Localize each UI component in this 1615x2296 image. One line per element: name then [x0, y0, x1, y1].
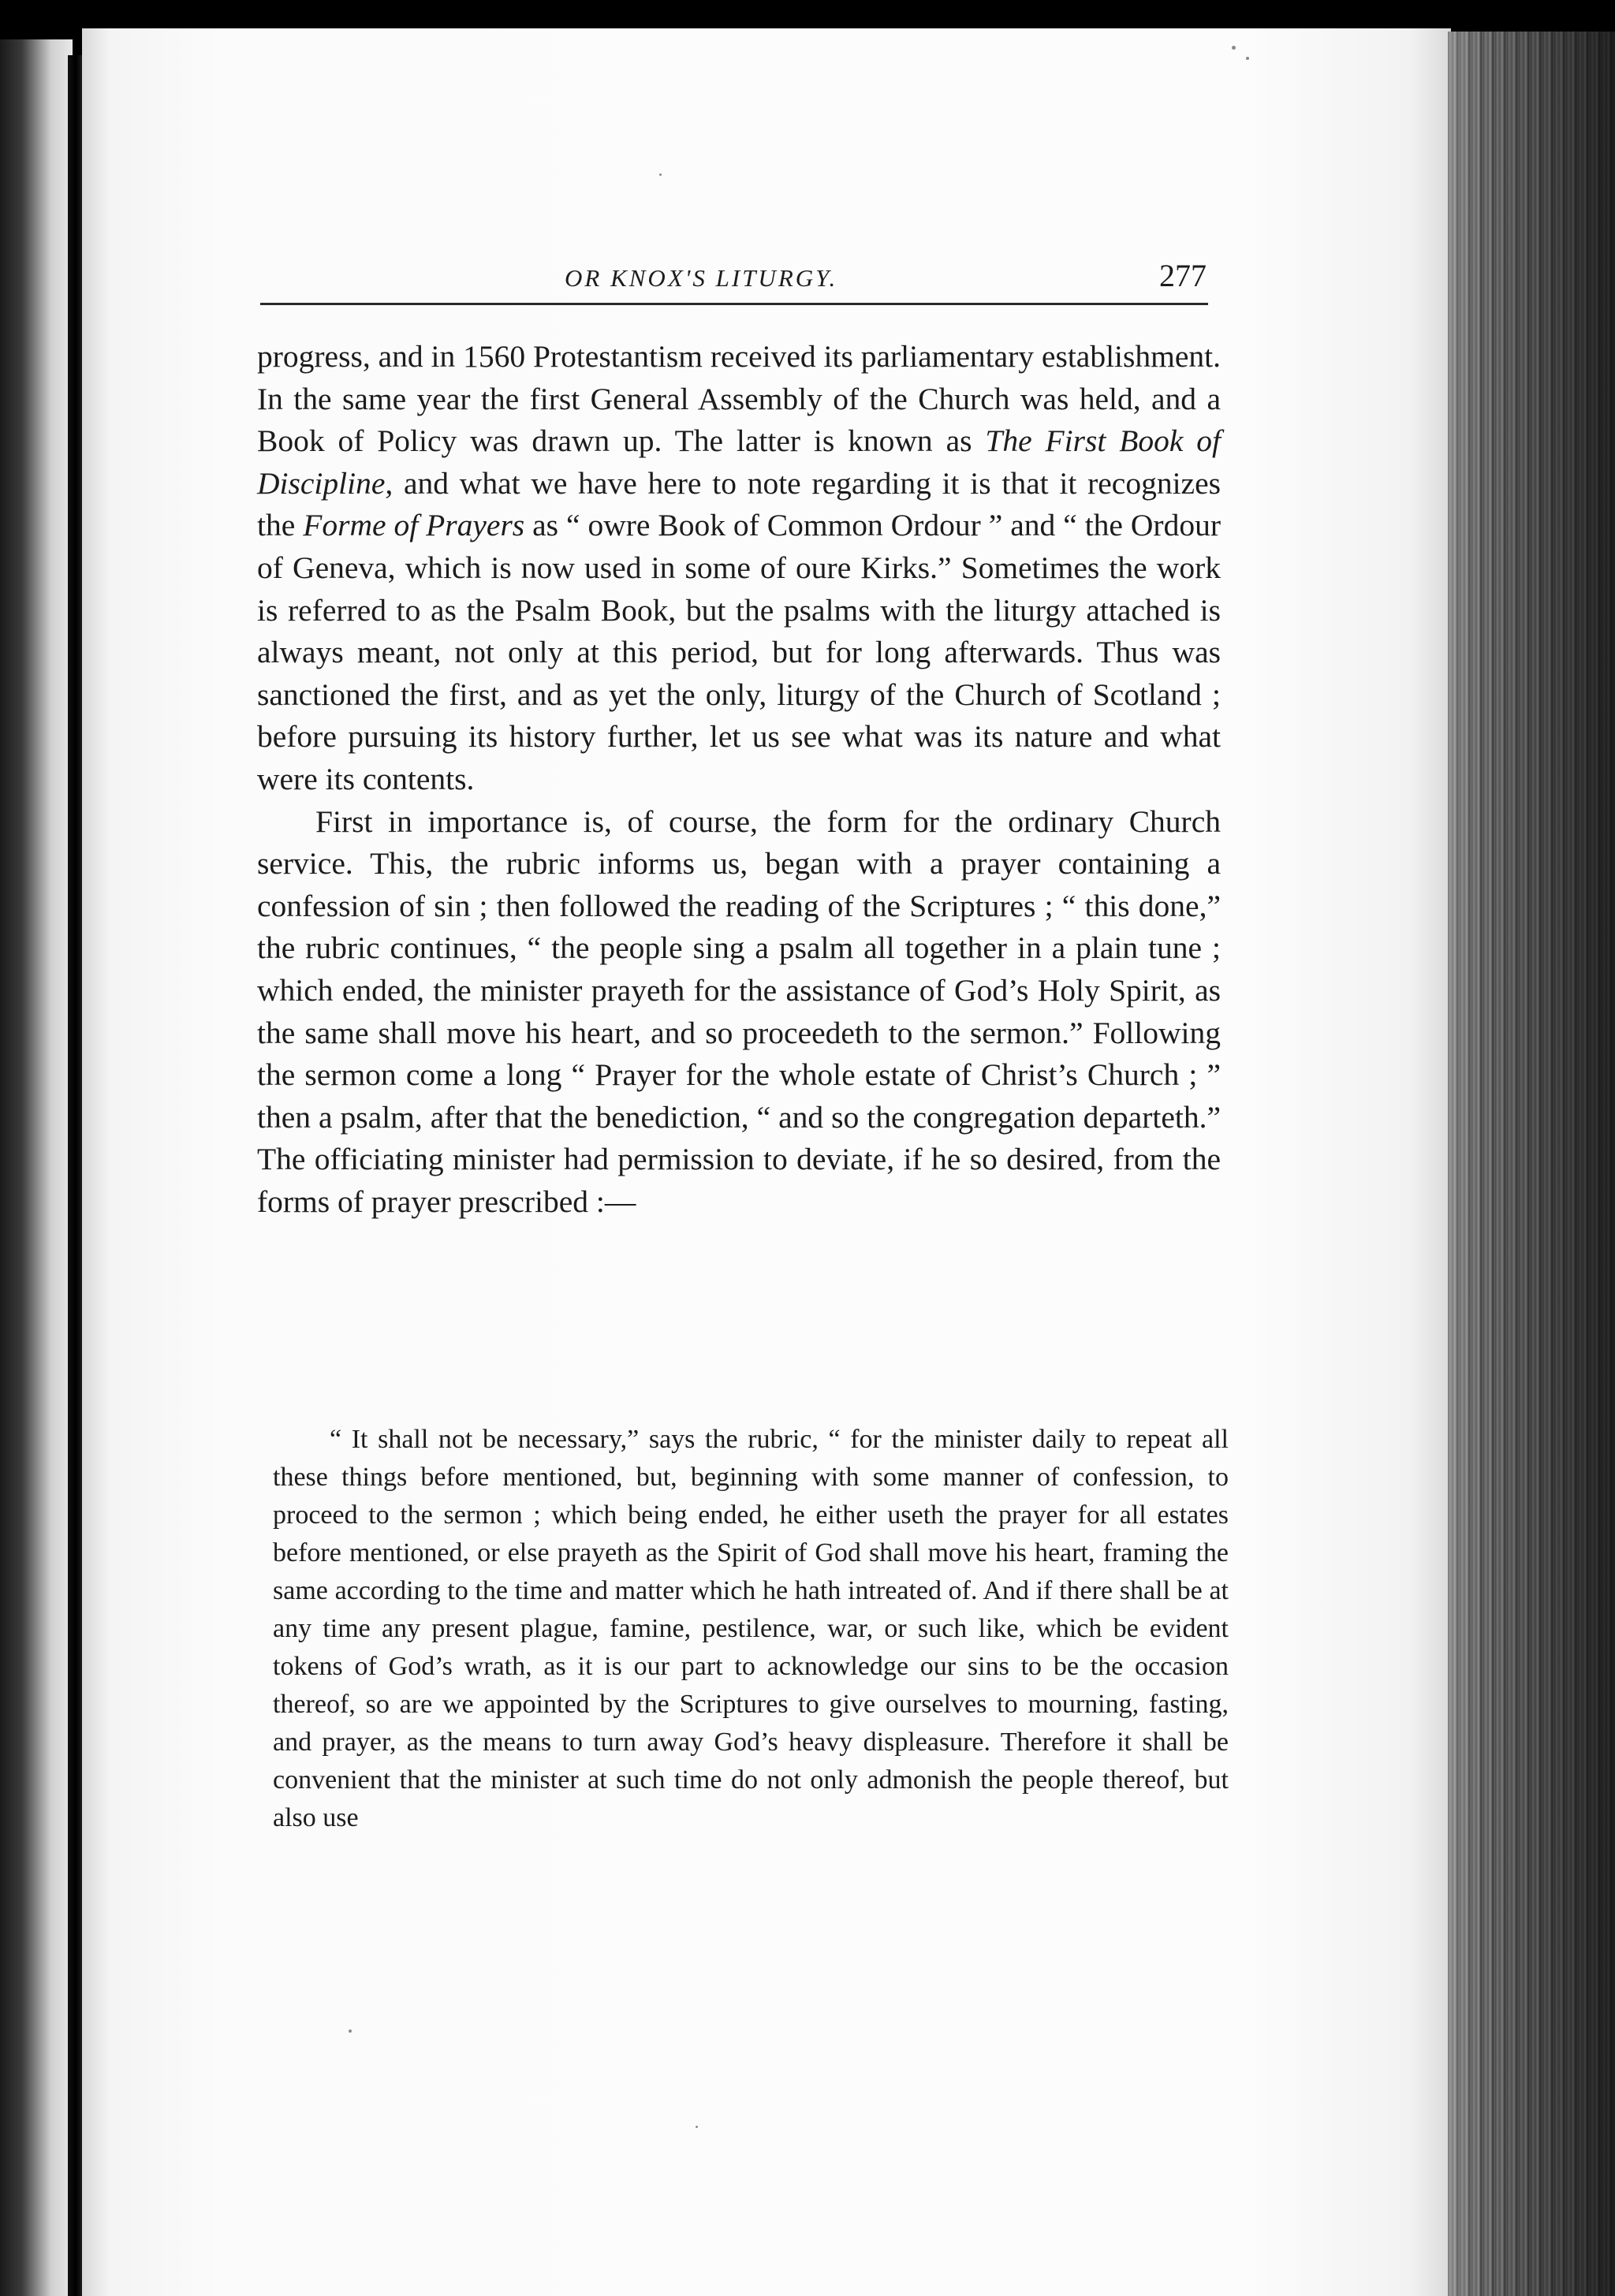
page-number: 277 [1159, 258, 1207, 293]
running-head [260, 257, 1207, 296]
book-title-italic: Forme of Prayers [303, 508, 525, 543]
paragraph-text: as “ owre Book of Common Ordour ” and “ the Ordour of Geneva, which is now used in some of oure Kirks.” Sometimes the work is referred to as the Psalm Book, but the psalms with the liturgy attached is always meant, not only at this period, but for long afterwards. Thus was sanctioned the first, and as yet the only, liturgy of the Church of Scotland ; before pursuing its history further, let us see what was its nature and what were its contents. [257, 508, 1221, 796]
block-quote [273, 1421, 1229, 1837]
scan-speck [349, 2030, 352, 2033]
running-title: OR KNOX'S LITURGY. [565, 264, 838, 292]
paragraph-text: progress, and in 1560 Protestantism received its parliamentary establishment. In the same year the first General Assembly of the Church was held, and a Book of Policy was drawn up. The latter is known as [257, 339, 1222, 459]
scan-speck [659, 173, 662, 176]
scan-speck [1246, 57, 1249, 60]
book-title-italic: The First Book of Discipline, [257, 423, 1221, 501]
paragraph: First in importance is, of course, the form for the ordinary Church service. This, the rubric informs us, began with a prayer containing a confession of sin ; then followed the reading of the Scriptures ; “ this done,” the rubric continues, “ the people sing a psalm all together in a plain tune ; which ended, the minister prayeth for the assistance of God’s Holy Spirit, as the same shall move his heart, and so proceedeth to the sermon.” Following the sermon come a long “ Prayer for the whole estate of Christ’s Church ; ” then a psalm, after that the benediction, “ and so the congregation departeth.” The officiating minister had permission to deviate, if he so desired, from the forms of prayer prescribed :— [257, 803, 1221, 1219]
paragraph-text: and what we have here to note regarding it is that it recognizes the [257, 465, 1221, 543]
scan-speck [1232, 46, 1236, 50]
quote-paragraph: “ It shall not be necessary,” says the rubric, “ for the minister daily to repeat all these things before mentioned, but, beginning with some manner of confession, to proceed to the sermon ; which being ended, he either useth the prayer for all estates before mentioned, or else prayeth as the Spirit of God shall move his heart, framing the same according to the time and matter which he hath intreated of. And if there shall be at any time any present plague, famine, pestilence, war, or such like, which be evident tokens of God’s wrath, as it is our part to acknowledge our sins to be the occasion thereof, so are we appointed by the Scriptures to give ourselves to mourning, fasting, and prayer, as the means to turn away God’s heavy displeasure. Therefore it shall be convenient that the minister at such time do not only admonish the people thereof, but also use [273, 1425, 1229, 1832]
facing-page-edge [0, 39, 73, 2296]
scan-background [0, 0, 1615, 32]
body-text [257, 336, 1221, 1223]
paragraph [257, 336, 1221, 801]
header-rule [260, 303, 1208, 305]
scan-speck [696, 2126, 698, 2128]
page-block-edges [1448, 32, 1615, 2296]
book-gutter [68, 55, 84, 2296]
